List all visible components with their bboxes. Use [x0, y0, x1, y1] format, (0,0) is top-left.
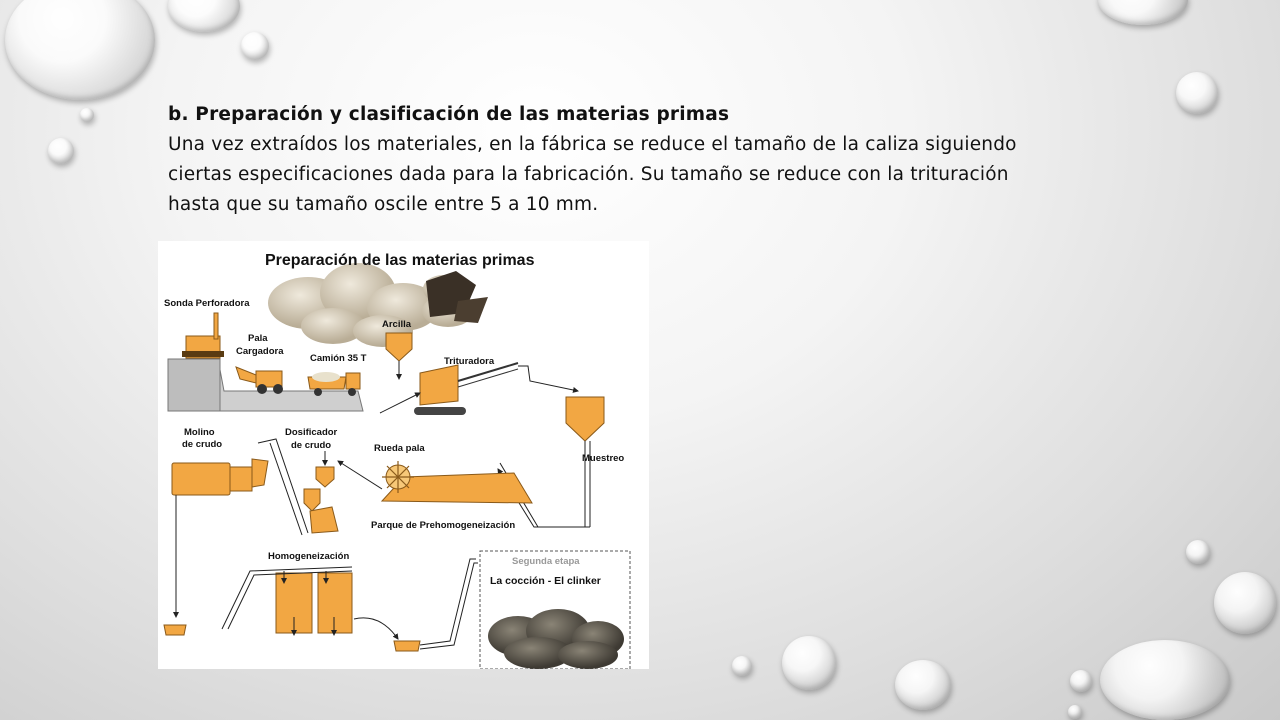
water-drop-decoration	[732, 656, 752, 676]
raw-mill	[172, 459, 268, 617]
water-drop-decoration	[1214, 572, 1276, 634]
water-drop-decoration	[1186, 540, 1210, 564]
diagram-title: Preparación de las materias primas	[265, 252, 535, 269]
water-drop-decoration	[5, 0, 155, 100]
slide-text	[168, 100, 1028, 220]
label-segunda-etapa: Segunda etapa	[512, 556, 580, 567]
water-drop-decoration	[1100, 640, 1230, 720]
label-dosificador-crudo: de crudo	[291, 440, 332, 451]
slide-body: Una vez extraídos los materiales, en la fábrica se reduce el tamaño de la caliza siguiendo ciertas especificaciones dada para la fabricación. Su tamaño se reduce con la trituración hasta que su tamaño oscile entre 5 a 10 mm.	[168, 134, 1017, 215]
water-drop-decoration	[1176, 72, 1218, 114]
second-stage-panel	[480, 551, 630, 669]
label-sonda: Sonda Perforadora	[164, 298, 250, 309]
clay-hopper	[386, 333, 412, 379]
label-pala: Pala	[248, 333, 268, 344]
water-drop-decoration	[782, 636, 836, 690]
feeder-left	[164, 625, 186, 635]
label-cargadora: Cargadora	[236, 346, 284, 357]
loader	[236, 367, 283, 394]
water-drop-decoration	[1098, 0, 1188, 25]
label-molino-crudo: de crudo	[182, 439, 223, 450]
water-drop-decoration	[168, 0, 240, 32]
water-drop-decoration	[48, 138, 74, 164]
label-parque: Parque de Prehomogeneización	[371, 520, 516, 531]
label-homogeneizacion: Homogeneización	[268, 551, 350, 562]
label-dosificador: Dosificador	[285, 427, 338, 438]
raw-meal-dispenser	[304, 451, 338, 533]
label-muestreo: Muestreo	[582, 453, 625, 464]
rocks-image	[268, 263, 488, 347]
water-drop-decoration	[895, 660, 951, 710]
process-diagram	[158, 241, 649, 669]
feeder-right	[394, 641, 420, 651]
water-drop-decoration	[1068, 705, 1082, 719]
water-drop-decoration	[241, 32, 269, 60]
label-rueda: Rueda pala	[374, 443, 425, 454]
homogenization-silos	[222, 567, 352, 635]
water-drop-decoration	[1070, 670, 1092, 692]
slide-heading: b. Preparación y clasificación de las materias primas	[168, 104, 730, 125]
label-arcilla: Arcilla	[382, 319, 412, 330]
label-camion: Camión 35 T	[310, 353, 367, 364]
water-drop-decoration	[80, 108, 94, 122]
crusher	[380, 363, 518, 415]
process-diagram-svg	[158, 241, 649, 669]
label-molino: Molino	[184, 427, 215, 438]
label-coccion: La cocción - El clinker	[490, 575, 601, 587]
label-trituradora: Trituradora	[444, 356, 495, 367]
drilling-rig	[182, 313, 224, 358]
